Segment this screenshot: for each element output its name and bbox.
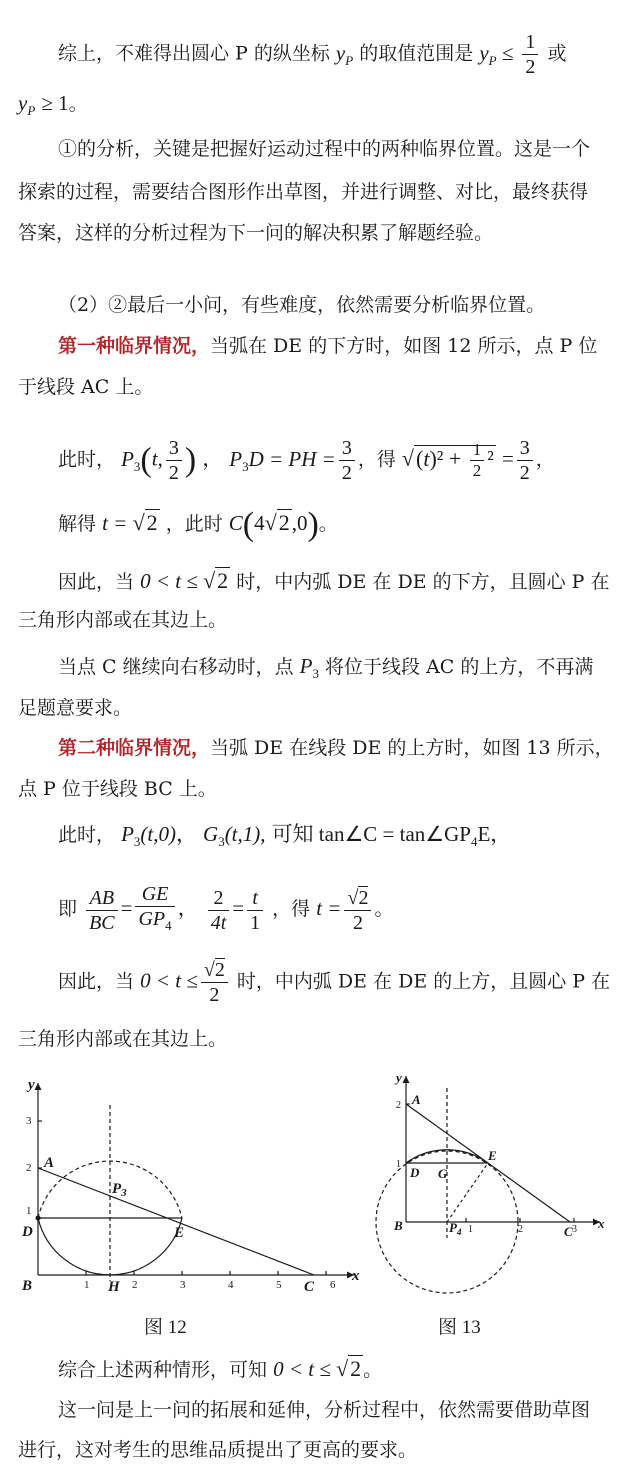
text-line: 此时， $P_3(t$, $\frac{3}{2}$ ) ， $P_3D$ = PH = $\frac{3}{2}$ ，得 √(t)² + $\frac{1}{2}$ ² = $\frac{3}{2}$ ， — [58, 437, 555, 484]
tick-label: 3 — [26, 1115, 32, 1127]
text-span: 的取值范围是 — [359, 42, 474, 65]
figure-12-caption: 图 12 — [144, 1317, 187, 1338]
text-span: 得 — [376, 448, 396, 471]
text-line — [0, 506, 640, 543]
text-span: 。 — [318, 513, 338, 535]
point-label: G — [438, 1166, 448, 1181]
text-line — [0, 30, 640, 79]
paren: ( — [140, 441, 152, 479]
text-line: ①的分析，关键是把握好运动过程中的两种临界位置。这是一个 — [58, 138, 591, 160]
point-label: B — [22, 1278, 33, 1294]
point-label: E — [488, 1148, 497, 1163]
math-p3: $P_3(t,0)$ — [121, 822, 176, 849]
text-span: 时，中内弧 DE 在 DE 的上方，且圆心 P 在 — [236, 970, 611, 993]
text-span: 即 — [58, 898, 78, 920]
axis-label: x — [352, 1268, 360, 1284]
fraction: $\frac{t}{1}$ — [247, 886, 263, 935]
text-line: 三角形内部或在其边上。 — [18, 1028, 228, 1050]
math-p3: $P_3$ — [121, 446, 141, 474]
dashed-p4e — [447, 1163, 488, 1222]
figure-13-caption: 图 13 — [438, 1317, 481, 1338]
math-p3: $P_3$ — [299, 654, 319, 681]
text-span: 。 — [68, 93, 88, 115]
paren: ) — [184, 441, 197, 479]
tick-label: 1 — [396, 1159, 401, 1170]
math-g3: $G_3(t,1)$ — [203, 822, 261, 849]
text-line: （2）②最后一小问，有些难度，依然需要分析临界位置。 — [58, 294, 546, 316]
math-t: t — [151, 446, 158, 471]
figure-13 — [370, 1068, 620, 1303]
text-span: 时，中内弧 DE 在 DE 的下方，且圆心 P 在 — [236, 571, 610, 593]
text-line — [0, 566, 640, 597]
math-tan: 可知 tan∠C = $\tan\angle GP_4E$， — [271, 822, 512, 849]
text-span: 此时， — [58, 824, 116, 846]
tick-label: 1 — [84, 1279, 90, 1291]
point-label: A — [44, 1155, 55, 1171]
text-line — [0, 331, 640, 361]
text-line: 于线段 AC 上。 — [18, 376, 154, 398]
text-line: 点 P 位于线段 BC 上。 — [18, 778, 217, 800]
math-y: $y_P$ — [335, 40, 354, 68]
text-line — [0, 1354, 640, 1385]
text-span: 。 — [363, 1359, 383, 1381]
text-line — [0, 958, 640, 1007]
point-label: H — [108, 1279, 120, 1295]
text-span: ， — [357, 448, 377, 471]
highlight-text: 第二种临界情况， — [58, 737, 211, 759]
axis-label: y — [28, 1077, 35, 1093]
point-label: C — [564, 1224, 573, 1239]
axis-label: x — [598, 1216, 605, 1231]
point-label: C — [304, 1279, 315, 1295]
sqrt-expr: √2 — [132, 510, 158, 535]
axis-label: y — [396, 1070, 402, 1085]
text-line — [0, 651, 640, 689]
text-line: 即 $\frac{AB}{BC}$ = $\frac{GE}{GP_4}$ ， $\frac{2}{4t}$ = $\frac{t}{1}$ ，得 t = $\frac{√2}{2}$ 。 — [0, 882, 640, 938]
math-t: t = — [316, 896, 342, 920]
text-span: 或 — [547, 42, 567, 65]
tick-label: 1 — [468, 1224, 473, 1235]
text-span: 因此，当 — [58, 970, 135, 993]
point-label: A — [412, 1092, 421, 1107]
point-label: D — [22, 1224, 33, 1240]
math-ineq: ≥ 1 — [41, 91, 69, 115]
math-ineq: 0 < t ≤ — [140, 968, 198, 993]
text-line: 三角形内部或在其边上。 — [18, 609, 228, 631]
tick-label: 2 — [132, 1279, 138, 1291]
point-label: B — [394, 1218, 403, 1233]
point-label: D — [410, 1165, 420, 1180]
text-span: 解得 — [58, 513, 97, 535]
sqrt-expr: √(t)² + $\frac{1}{2}$ ² — [401, 439, 494, 480]
tick-label: 4 — [228, 1279, 234, 1291]
text-line — [0, 733, 640, 763]
fraction: $\frac{1}{2}$ — [522, 30, 538, 79]
sqrt-expr: √2 — [264, 510, 290, 535]
fraction: $\frac{√2}{2}$ — [344, 886, 371, 935]
text-span: 此时， — [58, 448, 116, 471]
text-span: 当弧在 DE 的下方时，如图 12 所示，点 P 位 — [210, 335, 598, 357]
fraction: $\frac{AB}{BC}$ — [86, 886, 118, 935]
text-line — [0, 88, 640, 126]
text-line: 探索的过程，需要结合图形作出草图，并进行调整、对比，最终获得 — [18, 181, 589, 203]
point-label: $P_4$ — [449, 1220, 462, 1237]
text-span: ，此时 — [165, 513, 223, 535]
line-ac — [38, 1168, 314, 1275]
paren: ) — [307, 506, 319, 543]
math-num: 4 — [254, 511, 265, 535]
fraction: $\frac{√2}{2}$ — [201, 958, 228, 1007]
text-line: 答案，这样的分析过程为下一问的解决积累了解题经验。 — [18, 222, 494, 244]
fraction: $\frac{3}{2}$ — [166, 436, 182, 485]
text-span: 将位于线段 AC 的上方，不再满 — [325, 656, 594, 678]
math-y: $y_P$ ≤ — [479, 40, 514, 68]
math-num: ,0 — [291, 511, 308, 535]
text-line: 这一问是上一问的拓展和延伸，分析过程中，依然需要借助草图 — [58, 1399, 591, 1421]
text-span: ， — [535, 448, 555, 471]
math-ineq: 0 < t ≤ — [273, 1357, 337, 1381]
text-span: ，得 — [272, 898, 311, 920]
text-span: 当弧 DE 在线段 DE 的上方时，如图 13 所示， — [210, 737, 614, 759]
math-t: t = — [102, 511, 133, 535]
math-ineq: 0 < t ≤ — [140, 569, 204, 593]
tick-label: 2 — [396, 1100, 401, 1111]
fraction: $\frac{3}{2}$ — [339, 436, 355, 485]
tick-label: 5 — [276, 1279, 282, 1291]
tick-label: 3 — [572, 1224, 577, 1235]
math-eq: $P_3D$ = PH = — [229, 446, 336, 474]
text-span: 因此，当 — [58, 571, 135, 593]
text-line: 此时， $P_3(t,0)$， $G_3(t,1)$, 可知 tan∠C = $\tan\angle GP_4E$， — [58, 822, 512, 849]
paren: ( — [242, 506, 255, 543]
sqrt-expr: √2 — [203, 568, 229, 593]
text-span: 综合上述两种情形，可知 — [58, 1359, 268, 1381]
point-label: E — [174, 1225, 185, 1241]
tick-label: 2 — [26, 1162, 32, 1174]
tick-label: 3 — [180, 1279, 186, 1291]
text-line: 进行，这对考生的思维品质提出了更高的要求。 — [18, 1439, 418, 1461]
text-line: 足题意要求。 — [18, 697, 133, 719]
fraction: $\frac{GE}{GP_4}$ — [135, 882, 174, 938]
text-span: 综上，不难得出圆心 P 的纵坐标 — [58, 42, 330, 65]
sqrt-expr: √2 — [336, 1356, 362, 1381]
highlight-text: 第一种临界情况， — [58, 335, 211, 357]
tick-label: 2 — [518, 1224, 523, 1235]
fraction: $\frac{2}{4t}$ — [208, 886, 230, 935]
text-span: 。 — [374, 898, 394, 920]
fraction: $\frac{3}{2}$ — [517, 436, 533, 485]
tick-label: 6 — [330, 1279, 336, 1291]
math-y: $y_P$ — [18, 91, 36, 118]
figure-12 — [14, 1075, 364, 1295]
text-span: 当点 C 继续向右移动时，点 — [58, 656, 294, 678]
tick-label: 1 — [26, 1205, 32, 1217]
math-c: C — [228, 511, 243, 535]
point-label: $P_3$ — [112, 1181, 127, 1199]
